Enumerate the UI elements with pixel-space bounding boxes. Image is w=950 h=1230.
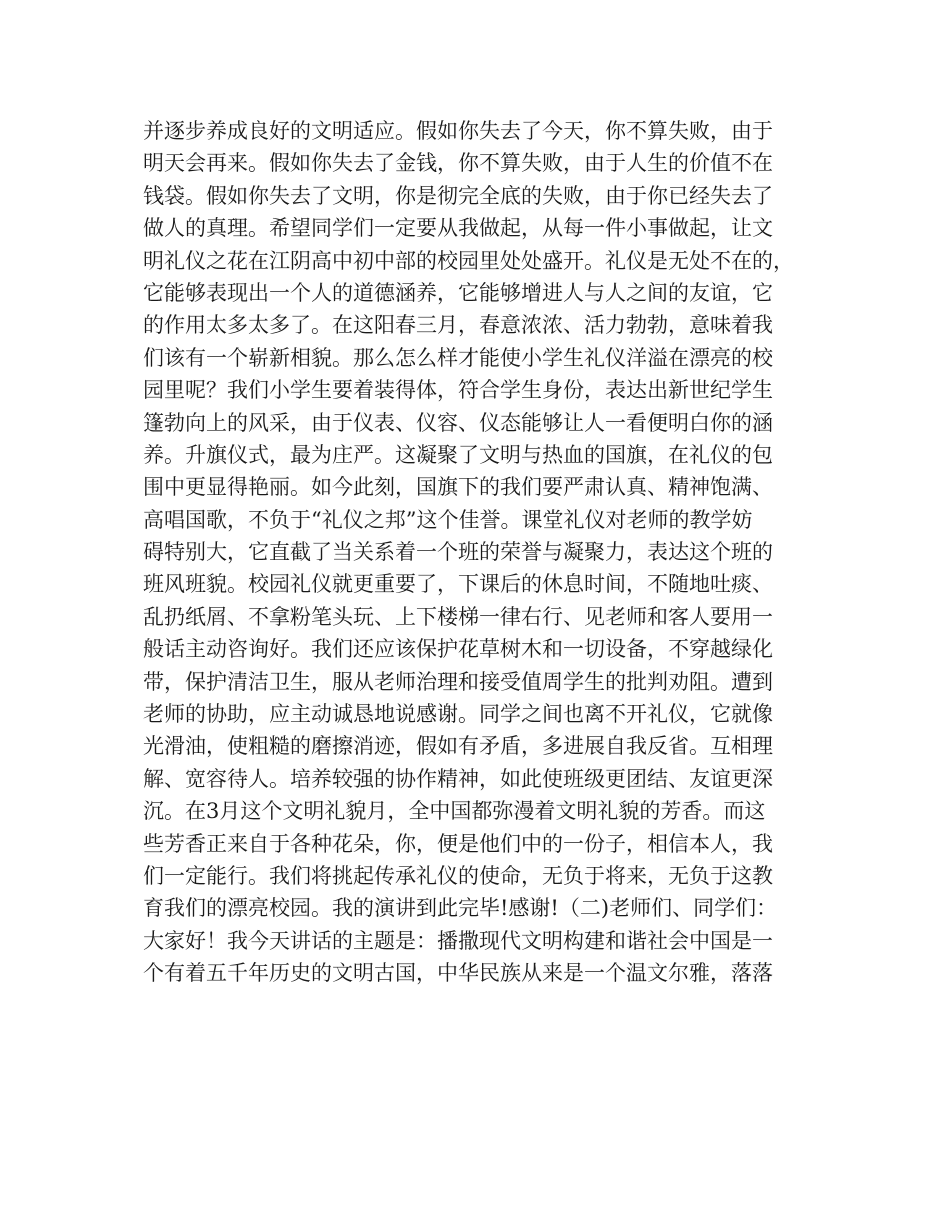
- text-line: 个有着五千年历史的文明古国，中华民族从来是一个温文尔雅，落落: [143, 961, 773, 986]
- text-line: 它能够表现出一个人的道德涵养，它能够增进人与人之间的友谊，它: [143, 280, 773, 305]
- text-line: 带，保护清洁卫生，服从老师治理和接受值周学生的批判劝阻。遭到: [143, 669, 773, 694]
- text-line: 大家好！我今天讲话的主题是：播撒现代文明构建和谐社会中国是一: [143, 928, 773, 953]
- text-line: 碍特别大，它直截了当关系着一个班的荣誉与凝聚力，表达这个班的: [143, 540, 773, 565]
- text-line: 们一定能行。我们将挑起传承礼仪的使命，无负于将来，无负于这教: [143, 863, 773, 888]
- text-line: 光滑油，使粗糙的磨擦消迹，假如有矛盾，多进展自我反省。互相理: [143, 734, 773, 759]
- text-line: 的作用太多太多了。在这阳春三月，春意浓浓、活力勃勃，意味着我: [143, 313, 773, 338]
- text-line: 做人的真理。希望同学们一定要从我做起，从每一件小事做起，让文: [143, 216, 773, 241]
- text-line: 明礼仪之花在江阴高中初中部的校园里处处盛开。礼仪是无处不在的，: [143, 248, 794, 273]
- text-line: 般话主动咨询好。我们还应该保护花草树木和一切设备，不穿越绿化: [143, 637, 773, 662]
- text-line: 乱扔纸屑、不拿粉笔头玩、上下楼梯一律右行、见老师和客人要用一: [143, 604, 773, 629]
- text-line: 班风班貌。校园礼仪就更重要了，下课后的休息时间，不随地吐痰、: [143, 572, 773, 597]
- text-line: 老师的协助，应主动诚恳地说感谢。同学之间也离不开礼仪，它就像: [143, 702, 773, 727]
- text-line: 并逐步养成良好的文明适应。假如你失去了今天，你不算失败，由于: [143, 119, 773, 143]
- text-line: 篷勃向上的风采，由于仪表、仪容、仪态能够让人一看便明白你的涵: [143, 410, 773, 435]
- text-line: 解、宽容待人。培养较强的协作精神，如此使班级更团结、友谊更深: [143, 766, 773, 791]
- text-line: 些芳香正来自于各种花朵，你，便是他们中的一份子，相信本人，我: [143, 831, 773, 856]
- text-line: 高唱国歌，不负于“礼仪之邦”这个佳誉。课堂礼仪对老师的教学妨: [143, 507, 753, 532]
- text-line: 沉。在3月这个文明礼貌月，全中国都弥漫着文明礼貌的芳香。而这: [143, 799, 766, 824]
- text-line: 明天会再来。假如你失去了金钱，你不算失败，由于人生的价值不在: [143, 151, 773, 176]
- text-line: 养。升旗仪式，最为庄严。这凝聚了文明与热血的国旗，在礼仪的包: [143, 442, 773, 467]
- text-line: 围中更显得艳丽。如今此刻，国旗下的我们要严肃认真、精神饱满、: [143, 475, 773, 500]
- text-line: 们该有一个崭新相貌。那么怎么样才能使小学生礼仪洋溢在漂亮的校: [143, 345, 773, 370]
- text-line: 育我们的漂亮校园。我的演讲到此完毕!感谢!（二)老师们、同学们：: [143, 896, 778, 921]
- text-line: 园里呢？我们小学生要着装得体，符合学生身份，表达出新世纪学生: [143, 378, 773, 403]
- text-line: 钱袋。假如你失去了文明，你是彻完全底的失败，由于你已经失去了: [143, 183, 773, 208]
- body-text: [143, 115, 823, 990]
